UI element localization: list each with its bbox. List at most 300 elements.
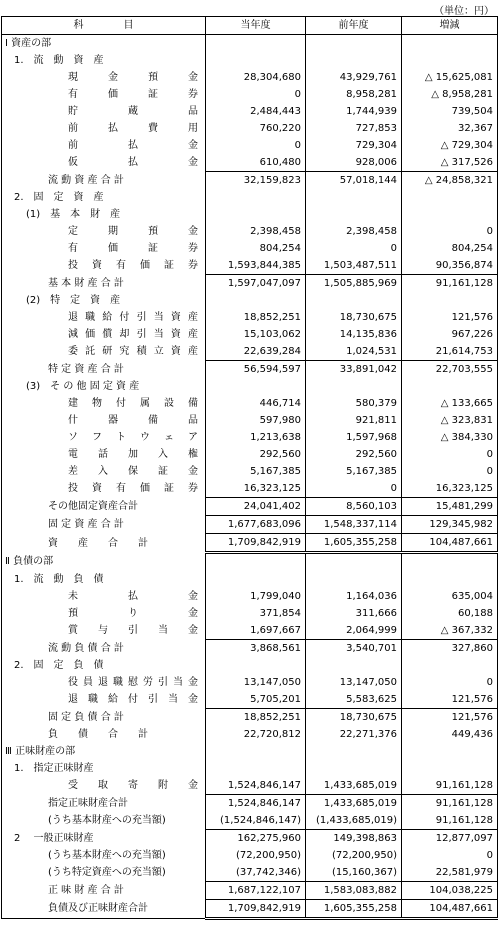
row-label-cell (2, 553, 206, 572)
table-row (2, 760, 498, 777)
header-account: 科 目 (2, 17, 206, 35)
previous-year-value: 18,730,675 (306, 709, 402, 727)
current-year-value (206, 206, 306, 223)
row-label-cell (2, 52, 206, 69)
row-label: 受 取 寄 附 金 (68, 780, 198, 792)
previous-year-value: 5,167,385 (306, 463, 402, 480)
previous-year-value: 8,560,103 (306, 498, 402, 516)
previous-year-value: 1,505,885,969 (306, 275, 402, 293)
change-value (402, 189, 498, 206)
previous-year-value: 1,164,036 (306, 588, 402, 605)
current-year-value: 15,103,062 (206, 326, 306, 343)
row-label-cell (2, 777, 206, 795)
table-row (2, 172, 498, 190)
row-label: (うち基本財産への充当額) (48, 850, 166, 861)
table-row (2, 292, 498, 309)
change-value: 91,161,128 (402, 812, 498, 830)
row-label: 資 産 合 計 (48, 537, 148, 549)
previous-year-value: (72,200,950) (306, 847, 402, 864)
row-label: 1. 流 動 資 産 (14, 55, 104, 66)
current-year-value: 1,524,846,147 (206, 795, 306, 813)
previous-year-value: 729,304 (306, 137, 402, 154)
current-year-value: 162,275,960 (206, 830, 306, 848)
row-label: 減価償却引当資産 (68, 329, 198, 340)
row-label-cell (2, 326, 206, 343)
table-row (2, 605, 498, 622)
change-value: 449,436 (402, 726, 498, 743)
change-value (402, 743, 498, 760)
row-label: 固 定 負 債 合 計 (48, 711, 124, 723)
current-year-value: (72,200,950) (206, 847, 306, 864)
row-label-cell (2, 189, 206, 206)
table-row (2, 726, 498, 743)
change-value: △ 323,831 (402, 412, 498, 429)
table-row (2, 429, 498, 446)
row-label-cell (2, 120, 206, 137)
header-current-year: 当年度 (206, 17, 306, 35)
change-value (402, 292, 498, 309)
change-value: 104,038,225 (402, 882, 498, 900)
previous-year-value: 1,433,685,019 (306, 795, 402, 813)
row-label-cell (2, 691, 206, 709)
current-year-value: 2,484,443 (206, 103, 306, 120)
table-row (2, 309, 498, 326)
row-label-cell (2, 795, 206, 813)
row-label: 賞 与 引 当 金 (68, 625, 198, 637)
current-year-value: 1,697,667 (206, 622, 306, 640)
row-label-cell (2, 743, 206, 760)
row-label: 2. 固 定 資 産 (14, 192, 104, 203)
previous-year-value (306, 657, 402, 674)
header-previous-year: 前年度 (306, 17, 402, 35)
table-row (2, 882, 498, 900)
table-row (2, 830, 498, 848)
row-label: 2 一般正味財産 (14, 832, 94, 844)
current-year-value: 2,398,458 (206, 223, 306, 240)
previous-year-value: (1,433,685,019) (306, 812, 402, 830)
row-label: 特 定 資 産 合 計 (48, 363, 124, 375)
table-row (2, 326, 498, 343)
row-label-cell (2, 480, 206, 498)
table-row (2, 257, 498, 275)
row-label-cell (2, 709, 206, 727)
current-year-value: 24,041,402 (206, 498, 306, 516)
current-year-value: (1,524,846,147) (206, 812, 306, 830)
change-value: 804,254 (402, 240, 498, 257)
current-year-value (206, 760, 306, 777)
change-value: 91,161,128 (402, 795, 498, 813)
table-row (2, 812, 498, 830)
previous-year-value (306, 571, 402, 588)
row-label: 流 動 資 産 合 計 (48, 174, 124, 186)
table-row (2, 777, 498, 795)
change-value: 635,004 (402, 588, 498, 605)
table-row (2, 864, 498, 882)
change-value: 0 (402, 674, 498, 691)
current-year-value: 597,980 (206, 412, 306, 429)
change-value (402, 378, 498, 395)
row-label: 有 価 証 券 (68, 89, 198, 100)
change-value: 91,161,128 (402, 275, 498, 293)
current-year-value: 1,709,842,919 (206, 900, 306, 919)
change-value: 0 (402, 463, 498, 480)
table-row (2, 480, 498, 498)
change-value: △ 729,304 (402, 137, 498, 154)
current-year-value (206, 292, 306, 309)
previous-year-value: 3,540,701 (306, 640, 402, 658)
row-label-cell (2, 830, 206, 848)
current-year-value: 18,852,251 (206, 709, 306, 727)
previous-year-value: 921,811 (306, 412, 402, 429)
change-value: 21,614,753 (402, 343, 498, 361)
row-label: (うち基本財産への充当額) (48, 815, 166, 827)
row-label: 電 話 加 入 権 (68, 449, 198, 460)
previous-year-value: 1,744,939 (306, 103, 402, 120)
header-row (2, 17, 498, 35)
row-label: 2. 固 定 負 債 (14, 660, 104, 671)
table-row (2, 588, 498, 605)
current-year-value: 610,480 (206, 154, 306, 172)
row-label: 役員退職慰労引当金 (68, 677, 198, 688)
row-label: 貯 蔵 品 (68, 106, 198, 117)
row-label-cell (2, 571, 206, 588)
current-year-value: 22,720,812 (206, 726, 306, 743)
current-year-value: 28,304,680 (206, 69, 306, 86)
row-label-cell (2, 361, 206, 379)
table-row (2, 275, 498, 293)
row-label-cell (2, 309, 206, 326)
row-label-cell (2, 429, 206, 446)
table-row (2, 622, 498, 640)
table-row (2, 412, 498, 429)
previous-year-value: 2,064,999 (306, 622, 402, 640)
change-value: △ 24,858,321 (402, 172, 498, 190)
table-row (2, 795, 498, 813)
previous-year-value: 1,024,531 (306, 343, 402, 361)
change-value: 967,226 (402, 326, 498, 343)
row-label: 仮 払 金 (68, 157, 198, 169)
row-label: (3) そ の 他 固 定 資 産 (26, 381, 140, 392)
row-label-cell (2, 412, 206, 429)
row-label: Ⅱ 負債の部 (5, 556, 54, 568)
previous-year-value: 8,958,281 (306, 86, 402, 103)
table-row (2, 206, 498, 223)
change-value: 60,188 (402, 605, 498, 622)
current-year-value: 22,639,284 (206, 343, 306, 361)
previous-year-value: 5,583,625 (306, 691, 402, 709)
current-year-value: 1,597,047,097 (206, 275, 306, 293)
previous-year-value: 1,583,083,882 (306, 882, 402, 900)
table-row (2, 709, 498, 727)
current-year-value: 0 (206, 86, 306, 103)
previous-year-value (306, 189, 402, 206)
current-year-value: (37,742,346) (206, 864, 306, 882)
table-row (2, 571, 498, 588)
previous-year-value: 0 (306, 480, 402, 498)
table-row (2, 137, 498, 154)
previous-year-value (306, 743, 402, 760)
previous-year-value: 292,560 (306, 446, 402, 463)
current-year-value (206, 571, 306, 588)
current-year-value: 1,593,844,385 (206, 257, 306, 275)
current-year-value: 13,147,050 (206, 674, 306, 691)
change-value: 22,581,979 (402, 864, 498, 882)
table-row (2, 361, 498, 379)
table-row (2, 395, 498, 412)
row-label: 現 金 預 金 (68, 72, 198, 83)
row-label-cell (2, 605, 206, 622)
row-label: その他固定資産合計 (48, 501, 138, 512)
row-label: 前 払 金 (68, 140, 198, 151)
previous-year-value: 0 (306, 240, 402, 257)
previous-year-value: 14,135,836 (306, 326, 402, 343)
previous-year-value: 1,605,355,258 (306, 534, 402, 553)
change-value: 12,877,097 (402, 830, 498, 848)
change-value: △ 15,625,081 (402, 69, 498, 86)
row-label: 前 払 費 用 (68, 123, 198, 134)
row-label: 1. 流 動 負 債 (14, 574, 104, 585)
table-row (2, 640, 498, 658)
row-label-cell (2, 864, 206, 882)
row-label: 退職給付引当資産 (68, 312, 198, 323)
unit-label: （単位：円） (434, 6, 494, 17)
row-label: 預 り 金 (68, 608, 198, 619)
row-label: (1) 基 本 財 産 (26, 209, 121, 220)
change-value: 32,367 (402, 120, 498, 137)
change-value: 0 (402, 223, 498, 240)
change-value: 121,576 (402, 691, 498, 709)
previous-year-value (306, 35, 402, 53)
row-label: ソ フ ト ウ ェ ア (68, 432, 198, 443)
table-row (2, 534, 498, 553)
current-year-value: 16,323,125 (206, 480, 306, 498)
row-label: 指定正味財産合計 (48, 797, 128, 809)
previous-year-value: 43,929,761 (306, 69, 402, 86)
row-label-cell (2, 640, 206, 658)
row-label-cell (2, 206, 206, 223)
table-row (2, 553, 498, 572)
current-year-value: 1,709,842,919 (206, 534, 306, 553)
previous-year-value (306, 553, 402, 572)
current-year-value (206, 743, 306, 760)
current-year-value: 292,560 (206, 446, 306, 463)
previous-year-value: (15,160,367) (306, 864, 402, 882)
change-value: 104,487,661 (402, 534, 498, 553)
table-row (2, 103, 498, 120)
row-label: 正 味 財 産 合 計 (48, 885, 124, 896)
row-label-cell (2, 172, 206, 190)
row-label: 差 入 保 証 金 (68, 466, 198, 477)
change-value: △ 367,332 (402, 622, 498, 640)
previous-year-value (306, 52, 402, 69)
table-row (2, 343, 498, 361)
change-value: 15,481,299 (402, 498, 498, 516)
current-year-value (206, 553, 306, 572)
table-row (2, 463, 498, 480)
table-body (2, 35, 498, 919)
current-year-value: 1,799,040 (206, 588, 306, 605)
row-label: 投 資 有 価 証 券 (68, 260, 198, 272)
current-year-value: 56,594,597 (206, 361, 306, 379)
previous-year-value: 580,379 (306, 395, 402, 412)
row-label: 建 物 付 属 設 備 (68, 398, 198, 409)
row-label: 委託研究積立資産 (68, 346, 198, 358)
row-label: Ⅰ 資産の部 (5, 38, 52, 49)
row-label: 投 資 有 価 証 券 (68, 483, 198, 495)
previous-year-value: 311,666 (306, 605, 402, 622)
previous-year-value: 57,018,144 (306, 172, 402, 190)
change-value: 739,504 (402, 103, 498, 120)
change-value: 91,161,128 (402, 777, 498, 795)
change-value: 0 (402, 446, 498, 463)
row-label-cell (2, 760, 206, 777)
row-label: 負債及び正味財産合計 (48, 903, 148, 915)
change-value (402, 571, 498, 588)
row-label: 定 期 預 金 (68, 226, 198, 237)
change-value (402, 553, 498, 572)
row-label-cell (2, 275, 206, 293)
previous-year-value: 1,548,337,114 (306, 516, 402, 534)
change-value: △ 133,665 (402, 395, 498, 412)
previous-year-value: 13,147,050 (306, 674, 402, 691)
table-row (2, 498, 498, 516)
current-year-value: 5,167,385 (206, 463, 306, 480)
row-label-cell (2, 395, 206, 412)
table-row (2, 52, 498, 69)
row-label-cell (2, 726, 206, 743)
previous-year-value (306, 760, 402, 777)
change-value: 90,356,874 (402, 257, 498, 275)
previous-year-value: 18,730,675 (306, 309, 402, 326)
current-year-value (206, 52, 306, 69)
previous-year-value: 2,398,458 (306, 223, 402, 240)
row-label-cell (2, 463, 206, 480)
table-row (2, 900, 498, 919)
previous-year-value (306, 378, 402, 395)
row-label-cell (2, 812, 206, 830)
previous-year-value: 1,503,487,511 (306, 257, 402, 275)
current-year-value: 18,852,251 (206, 309, 306, 326)
current-year-value (206, 189, 306, 206)
current-year-value: 1,524,846,147 (206, 777, 306, 795)
table-row (2, 35, 498, 53)
row-label-cell (2, 69, 206, 86)
row-label: 1. 指定正味財産 (14, 763, 94, 774)
current-year-value: 446,714 (206, 395, 306, 412)
table-row (2, 120, 498, 137)
change-value (402, 35, 498, 53)
row-label: (2) 特 定 資 産 (26, 295, 121, 306)
change-value (402, 657, 498, 674)
row-label-cell (2, 657, 206, 674)
row-label-cell (2, 343, 206, 361)
table-row (2, 86, 498, 103)
table-row (2, 223, 498, 240)
change-value: 121,576 (402, 709, 498, 727)
previous-year-value (306, 206, 402, 223)
row-label-cell (2, 900, 206, 919)
previous-year-value: 1,433,685,019 (306, 777, 402, 795)
row-label-cell (2, 498, 206, 516)
table-row (2, 516, 498, 534)
change-value (402, 52, 498, 69)
row-label-cell (2, 446, 206, 463)
change-value: 129,345,982 (402, 516, 498, 534)
row-label: 流 動 負 債 合 計 (48, 642, 124, 654)
current-year-value: 0 (206, 137, 306, 154)
row-label-cell (2, 516, 206, 534)
row-label: 退 職 給 付 引 当 金 (68, 694, 198, 706)
table-row (2, 446, 498, 463)
header-change: 増減 (402, 17, 498, 35)
change-value (402, 206, 498, 223)
change-value (402, 760, 498, 777)
previous-year-value: 33,891,042 (306, 361, 402, 379)
row-label-cell (2, 103, 206, 120)
row-label: 未 払 金 (68, 591, 198, 602)
row-label: 有 価 証 券 (68, 243, 198, 254)
row-label-cell (2, 86, 206, 103)
previous-year-value (306, 292, 402, 309)
table-row (2, 69, 498, 86)
change-value: △ 384,330 (402, 429, 498, 446)
balance-sheet-table (1, 16, 498, 920)
current-year-value: 1,687,122,107 (206, 882, 306, 900)
row-label-cell (2, 137, 206, 154)
row-label-cell (2, 223, 206, 240)
current-year-value (206, 35, 306, 53)
previous-year-value: 1,597,968 (306, 429, 402, 446)
change-value: 121,576 (402, 309, 498, 326)
row-label-cell (2, 154, 206, 172)
change-value: 104,487,661 (402, 900, 498, 919)
table-row (2, 189, 498, 206)
row-label-cell (2, 292, 206, 309)
change-value: 16,323,125 (402, 480, 498, 498)
row-label-cell (2, 882, 206, 900)
current-year-value: 32,159,823 (206, 172, 306, 190)
change-value: △ 317,526 (402, 154, 498, 172)
current-year-value: 371,854 (206, 605, 306, 622)
row-label-cell (2, 378, 206, 395)
row-label-cell (2, 257, 206, 275)
current-year-value: 804,254 (206, 240, 306, 257)
previous-year-value: 149,398,863 (306, 830, 402, 848)
row-label: 基 本 財 産 合 計 (48, 277, 124, 289)
previous-year-value: 727,853 (306, 120, 402, 137)
row-label-cell (2, 622, 206, 640)
table-row (2, 691, 498, 709)
table-row (2, 240, 498, 257)
row-label-cell (2, 240, 206, 257)
row-label-cell (2, 35, 206, 53)
row-label-cell (2, 674, 206, 691)
row-label-cell (2, 534, 206, 553)
current-year-value: 1,213,638 (206, 429, 306, 446)
previous-year-value: 1,605,355,258 (306, 900, 402, 919)
table-row (2, 154, 498, 172)
row-label-cell (2, 588, 206, 605)
table-row (2, 674, 498, 691)
previous-year-value: 22,271,376 (306, 726, 402, 743)
current-year-value (206, 378, 306, 395)
previous-year-value: 928,006 (306, 154, 402, 172)
change-value: 22,703,555 (402, 361, 498, 379)
row-label: 負 債 合 計 (48, 729, 148, 740)
table-row (2, 743, 498, 760)
table-row (2, 657, 498, 674)
row-label-cell (2, 847, 206, 864)
